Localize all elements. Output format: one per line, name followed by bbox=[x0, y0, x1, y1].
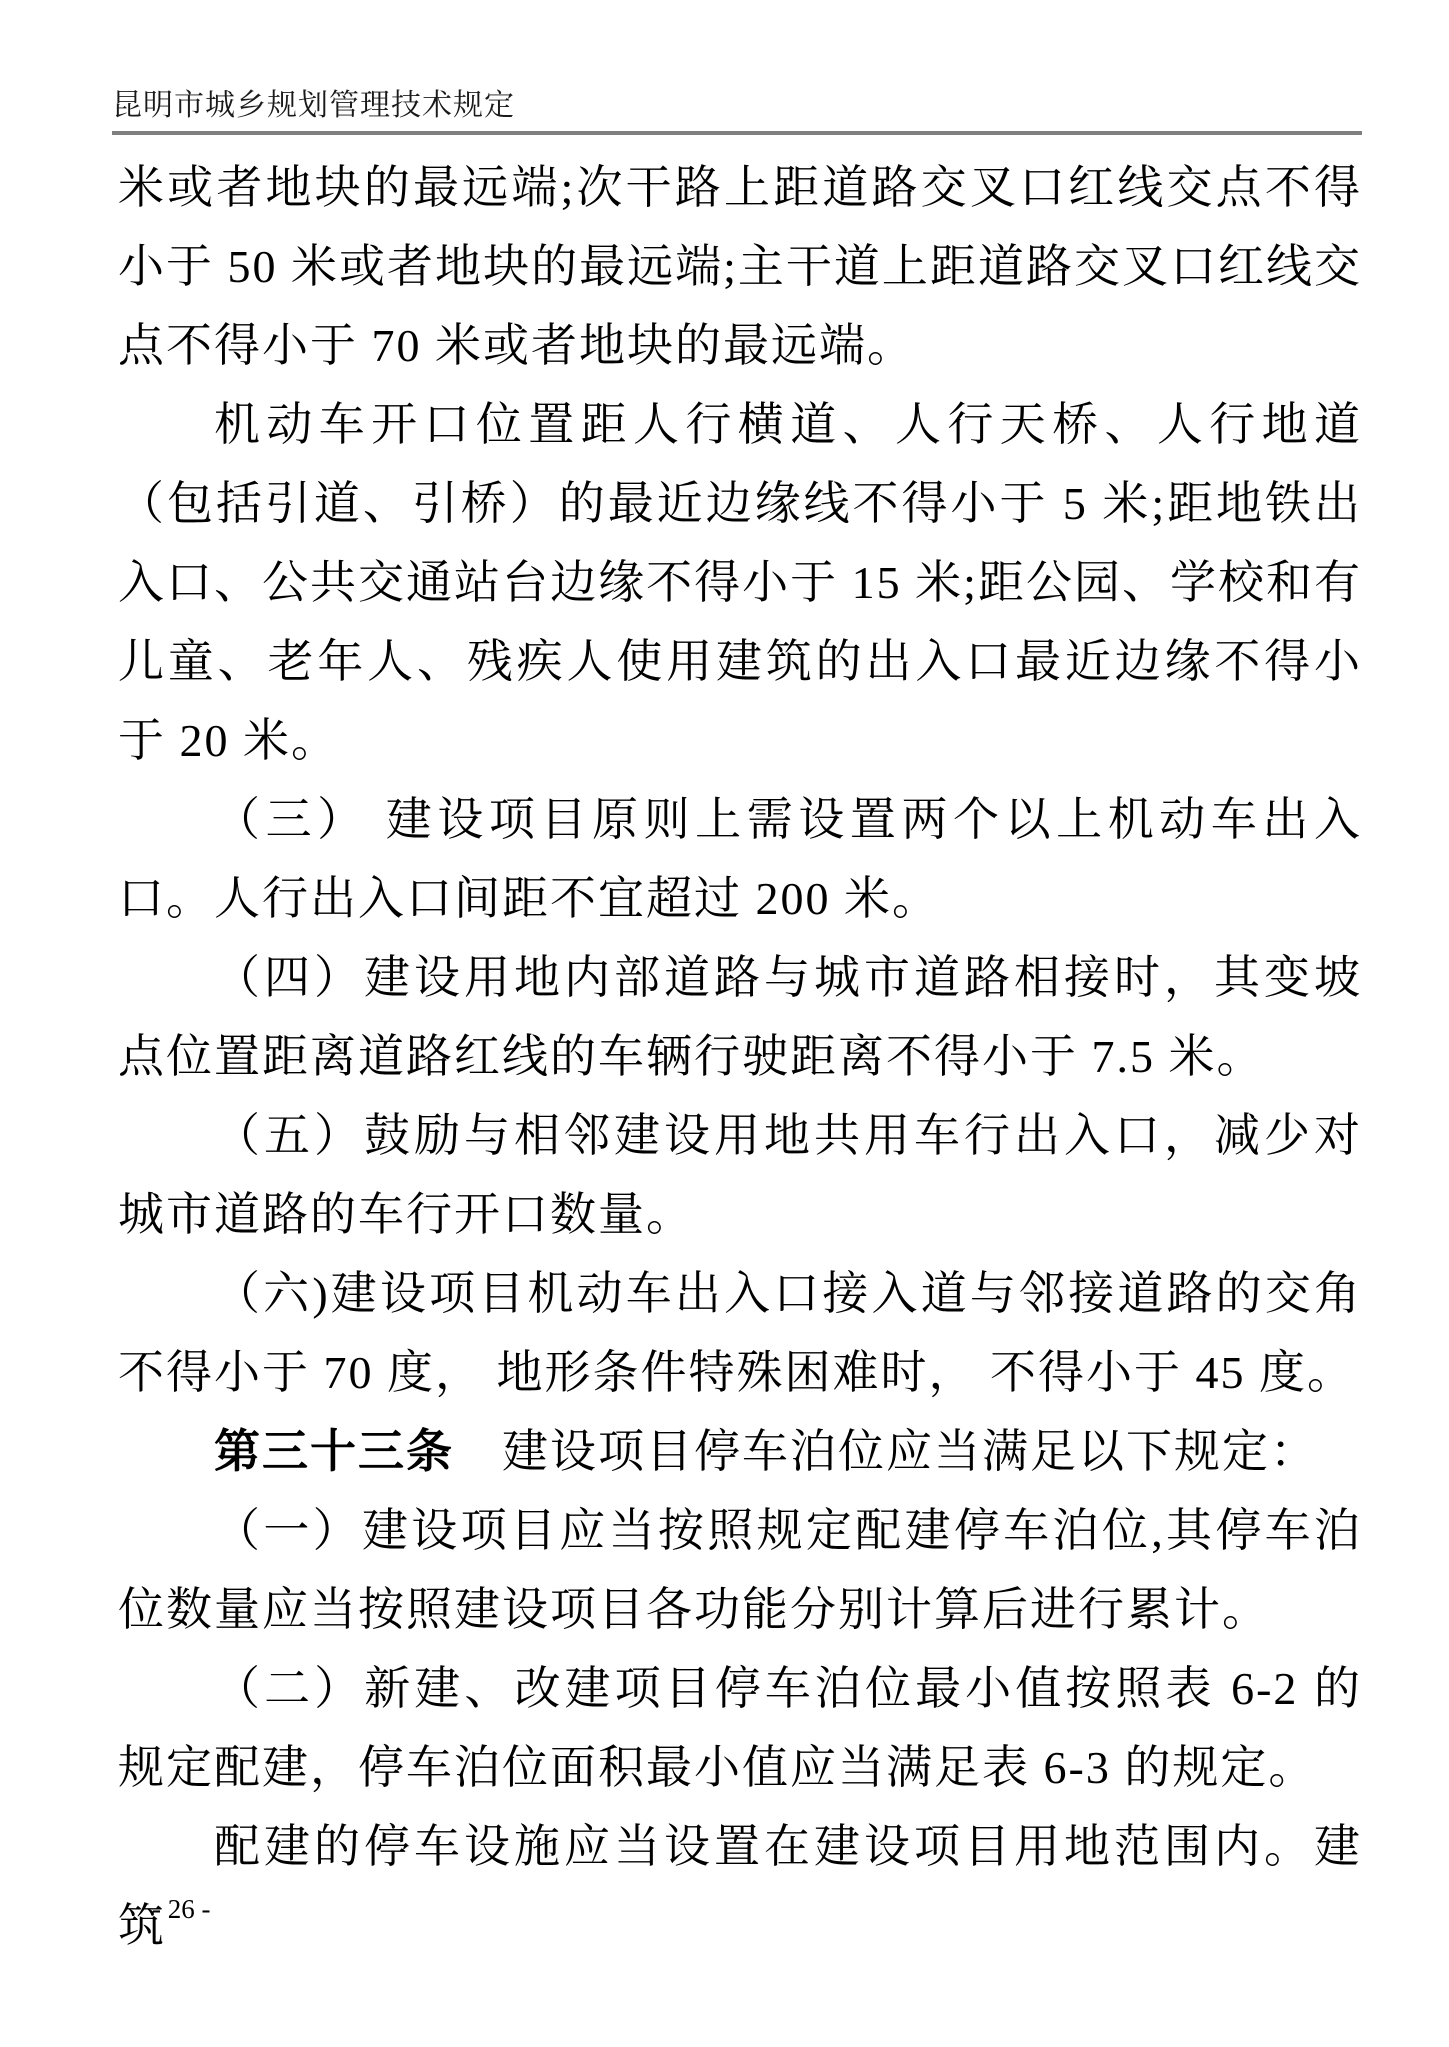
paragraph: （六)建设项目机动车出入口接入道与邻接道路的交角不得小于 70 度， 地形条件特殊困难时， 不得小于 45 度。 bbox=[118, 1268, 1362, 1398]
page-number: - 26 - bbox=[152, 1894, 211, 1924]
page-footer bbox=[152, 1892, 210, 1926]
paragraph: 第三十三条 建设项目停车泊位应当满足以下规定： bbox=[214, 1426, 1318, 1477]
paragraph: 米或者地块的最远端;次干路上距道路交叉口红线交点不得小于 50 米或者地块的最远端;主干道上距道路交叉口红线交点不得小于 70 米或者地块的最远端。 bbox=[118, 162, 1362, 371]
paragraph: （二）新建、改建项目停车泊位最小值按照表 6-2 的规定配建，停车泊位面积最小值应当满足表 6-3 的规定。 bbox=[118, 1663, 1362, 1793]
paragraph: （一）建设项目应当按照规定配建停车泊位,其停车泊位数量应当按照建设项目各功能分别计算后进行累计。 bbox=[118, 1505, 1362, 1635]
paragraph: （三） 建设项目原则上需设置两个以上机动车出入口。人行出入口间距不宜超过 200 米。 bbox=[118, 794, 1362, 924]
page-header bbox=[112, 86, 1362, 135]
paragraph: 配建的停车设施应当设置在建设项目用地范围内。建筑 bbox=[118, 1821, 1362, 1951]
document-body bbox=[118, 148, 1362, 1965]
paragraph: 机动车开口位置距人行横道、人行天桥、人行地道（包括引道、引桥）的最近边缘线不得小于 5 米;距地铁出入口、公共交通站台边缘不得小于 15 米;距公园、学校和有儿童、老年人、残疾人使用建筑的出入口最近边缘不得小于 20 米。 bbox=[118, 399, 1362, 766]
paragraph: （五）鼓励与相邻建设用地共用车行出入口，减少对城市道路的车行开口数量。 bbox=[118, 1110, 1362, 1240]
article-number: 第三十三条 bbox=[214, 1426, 454, 1477]
header-title: 昆明市城乡规划管理技术规定 bbox=[112, 89, 515, 122]
header-rule bbox=[112, 131, 1362, 135]
paragraph: （四）建设用地内部道路与城市道路相接时，其变坡点位置距离道路红线的车辆行驶距离不得小于 7.5 米。 bbox=[118, 952, 1362, 1082]
